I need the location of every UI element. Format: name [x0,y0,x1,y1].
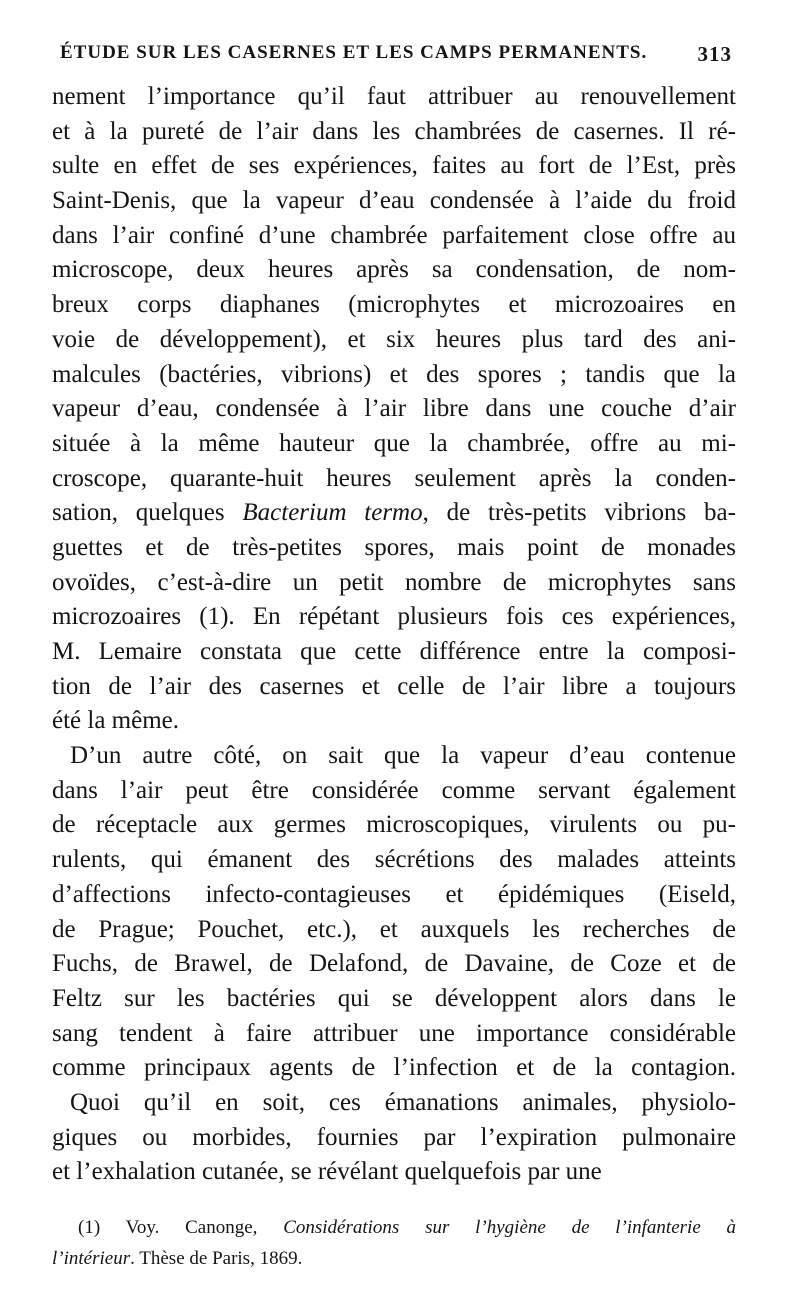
species-name: Bacterium termo [242,499,423,527]
text-line: de Prague; Pouchet, etc.), et auxquels les recherches de [52,915,736,943]
text-line: Quoi qu’il en soit, ces émanations animales, physiolo- [70,1088,736,1116]
text-line: guettes et de très-petites spores, mais point de monades [52,533,736,561]
footnote-source: . Thèse de Paris, 1869. [130,1248,303,1269]
text-line: tion de l’air des casernes et celle de l’air libre a toujours [52,672,736,700]
page-number: 313 [697,42,732,66]
text-line: d’affections infecto-contagieuses et épidémiques (Eiseld, [52,880,736,908]
text-line: Feltz sur les bactéries qui se développent alors dans le [52,984,736,1012]
footnote-line [52,1243,736,1274]
text-line: située à la même hauteur que la chambrée, offre au mi- [52,429,736,457]
text-line: breux corps diaphanes (microphytes et microzoaires en [52,291,736,319]
running-title: ÉTUDE SUR LES CASERNES ET LES CAMPS PERMANENTS. [60,42,648,63]
text-line: sang tendent à faire attribuer une importance considérable [52,1019,736,1047]
text-line: rulents, qui émanent des sécrétions des malades atteints [52,846,736,874]
text-line: giques ou morbides, fournies par l’expiration pulmonaire [52,1123,736,1151]
footnote-line [52,1212,736,1243]
text-line: D’un autre côté, on sait que la vapeur d’eau contenue [70,742,736,770]
text-line: dans l’air confiné d’une chambrée parfaitement close offre au [52,221,736,249]
footnote [52,1212,736,1274]
text-line: sulte en effet de ses expériences, faites au fort de l’Est, près [52,152,736,180]
text-segment: sation, quelques [52,499,243,527]
footnote-title-end: l’intérieur [52,1248,131,1269]
text-line: nement l’importance qu’il faut attribuer au renouvellement [52,83,736,110]
text-segment: , de très-petits vibrions ba- [422,499,736,527]
text-line: malcules (bactéries, vibrions) et des spores ; tandis que la [52,360,736,388]
text-line: et l’exhalation cutanée, se révélant quelquefois par une [52,1158,602,1186]
text-line: été la même. [52,707,180,735]
text-line: de réceptacle aux germes microscopiques, virulents ou pu- [52,811,736,839]
main-text [52,80,736,1190]
text-line: vapeur d’eau, condensée à l’air libre dans une couche d’air [52,395,736,423]
footnote-citation: (1) Voy. Canonge, [78,1217,284,1238]
text-line: microzoaires (1). En répétant plusieurs fois ces expériences, [52,603,736,631]
text-line: comme principaux agents de l’infection et de la contagion. [52,1054,736,1082]
text-line: M. Lemaire constata que cette différence entre la composi- [52,638,736,665]
text-line: voie de développement), et six heures plus tard des ani- [52,325,736,353]
text-line: et à la pureté de l’air dans les chambrées de casernes. Il ré- [52,117,736,145]
text-line: ovoïdes, c’est-à-dire un petit nombre de microphytes sans [52,568,736,596]
footnote-title: Considérations sur l’hygiène de l’infanterie à [283,1217,737,1238]
text-line: dans l’air peut être considérée comme servant également [52,776,736,804]
text-line: Fuchs, de Brawel, de Delafond, de Davaine, de Coze et de [52,950,736,978]
text-line [52,496,736,531]
text-line: microscope, deux heures après sa condensation, de nom- [52,256,736,284]
text-line: Saint-Denis, que la vapeur d’eau condensée à l’aide du froid [52,187,736,215]
text-line: croscope, quarante-huit heures seulement après la conden- [52,464,736,492]
